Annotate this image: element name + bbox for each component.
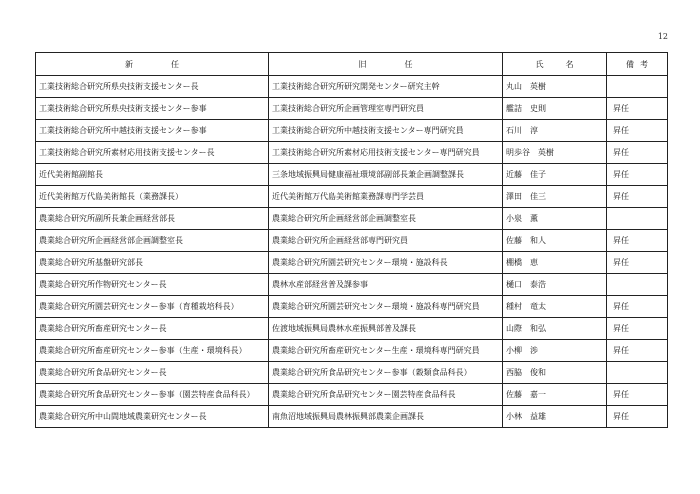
- note-cell: [607, 362, 668, 384]
- name-cell: 澤田 佳三: [503, 186, 607, 208]
- header-note: 備考: [607, 53, 668, 76]
- name-cell: 種村 竜太: [503, 296, 607, 318]
- table-row: [36, 406, 668, 428]
- new-post-cell: 農業総合研究所食品研究センター長: [36, 362, 269, 384]
- old-post-cell: 農業総合研究所園芸研究センター環境・施設科専門研究員: [269, 296, 503, 318]
- old-post-cell: 農林水産部経営普及課参事: [269, 274, 503, 296]
- new-post-cell: 農業総合研究所副所長兼企画経営部長: [36, 208, 269, 230]
- table-row: [36, 76, 668, 98]
- name-cell: 樋口 泰浩: [503, 274, 607, 296]
- note-cell: [607, 274, 668, 296]
- old-post-cell: 佐渡地域振興局農林水産振興部普及課長: [269, 318, 503, 340]
- name-cell: 棚橋 恵: [503, 252, 607, 274]
- name-cell: 艦詰 史則: [503, 98, 607, 120]
- note-cell: 昇任: [607, 120, 668, 142]
- new-post-cell: 農業総合研究所園芸研究センター参事（育種栽培科長）: [36, 296, 269, 318]
- note-cell: 昇任: [607, 318, 668, 340]
- old-post-cell: 工業技術総合研究所企画管理室専門研究員: [269, 98, 503, 120]
- new-post-cell: 農業総合研究所基盤研究部長: [36, 252, 269, 274]
- note-cell: 昇任: [607, 142, 668, 164]
- table-row: [36, 164, 668, 186]
- table-row: [36, 252, 668, 274]
- note-cell: [607, 76, 668, 98]
- table-row: [36, 318, 668, 340]
- old-post-cell: 工業技術総合研究所中越技術支援センター専門研究員: [269, 120, 503, 142]
- name-cell: 西脇 俊和: [503, 362, 607, 384]
- note-cell: 昇任: [607, 340, 668, 362]
- new-post-cell: 工業技術総合研究所県央技術支援センター長: [36, 76, 269, 98]
- name-cell: 小泉 薫: [503, 208, 607, 230]
- new-post-cell: 農業総合研究所畜産研究センター長: [36, 318, 269, 340]
- old-post-cell: 近代美術館万代島美術館業務課専門学芸員: [269, 186, 503, 208]
- note-cell: 昇任: [607, 406, 668, 428]
- note-cell: 昇任: [607, 98, 668, 120]
- new-post-cell: 農業総合研究所中山間地域農業研究センター長: [36, 406, 269, 428]
- note-cell: 昇任: [607, 164, 668, 186]
- note-cell: 昇任: [607, 252, 668, 274]
- new-post-cell: 農業総合研究所作物研究センター長: [36, 274, 269, 296]
- name-cell: 小林 益雄: [503, 406, 607, 428]
- table-row: [36, 186, 668, 208]
- header-new-post: 新任: [36, 53, 269, 76]
- new-post-cell: 工業技術総合研究所県央技術支援センター参事: [36, 98, 269, 120]
- new-post-cell: 農業総合研究所食品研究センター参事（園芸特産食品科長）: [36, 384, 269, 406]
- table-row: [36, 296, 668, 318]
- new-post-cell: 農業総合研究所畜産研究センター参事（生産・環境科長）: [36, 340, 269, 362]
- old-post-cell: 工業技術総合研究所研究開発センター研究主幹: [269, 76, 503, 98]
- new-post-cell: 工業技術総合研究所素材応用技術支援センター長: [36, 142, 269, 164]
- personnel-table: [35, 52, 668, 428]
- page-number: 12: [657, 32, 668, 41]
- note-cell: [607, 208, 668, 230]
- table-row: [36, 274, 668, 296]
- name-cell: 近藤 佳子: [503, 164, 607, 186]
- table-row: [36, 362, 668, 384]
- header-old-post: 旧任: [269, 53, 503, 76]
- name-cell: 佐藤 和人: [503, 230, 607, 252]
- table-row: [36, 384, 668, 406]
- old-post-cell: 農業総合研究所企画経営部企画調整室長: [269, 208, 503, 230]
- note-cell: 昇任: [607, 230, 668, 252]
- old-post-cell: 農業総合研究所畜産研究センター生産・環境科専門研究員: [269, 340, 503, 362]
- table-row: [36, 120, 668, 142]
- name-cell: 小柳 渉: [503, 340, 607, 362]
- note-cell: 昇任: [607, 186, 668, 208]
- header-name: 氏名: [503, 53, 607, 76]
- new-post-cell: 近代美術館万代島美術館長（業務課長）: [36, 186, 269, 208]
- name-cell: 佐藤 嘉一: [503, 384, 607, 406]
- note-cell: 昇任: [607, 296, 668, 318]
- name-cell: 石川 淳: [503, 120, 607, 142]
- table-row: [36, 230, 668, 252]
- table-row: [36, 208, 668, 230]
- new-post-cell: 近代美術館副館長: [36, 164, 269, 186]
- old-post-cell: 農業総合研究所園芸研究センター環境・施設科長: [269, 252, 503, 274]
- old-post-cell: 工業技術総合研究所素材応用技術支援センター専門研究員: [269, 142, 503, 164]
- old-post-cell: 農業総合研究所食品研究センター園芸特産食品科長: [269, 384, 503, 406]
- name-cell: 山際 和弘: [503, 318, 607, 340]
- table-row: [36, 142, 668, 164]
- note-cell: 昇任: [607, 384, 668, 406]
- table-row: [36, 340, 668, 362]
- old-post-cell: 南魚沼地域振興局農林振興部農業企画課長: [269, 406, 503, 428]
- name-cell: 明歩谷 英樹: [503, 142, 607, 164]
- old-post-cell: 三条地域振興局健康福祉環境部副部長兼企画調整課長: [269, 164, 503, 186]
- name-cell: 丸山 英樹: [503, 76, 607, 98]
- new-post-cell: 農業総合研究所企画経営部企画調整室長: [36, 230, 269, 252]
- table-row: [36, 98, 668, 120]
- old-post-cell: 農業総合研究所企画経営部専門研究員: [269, 230, 503, 252]
- header-row: [36, 53, 668, 76]
- old-post-cell: 農業総合研究所食品研究センター参事（穀類食品科長）: [269, 362, 503, 384]
- new-post-cell: 工業技術総合研究所中越技術支援センター参事: [36, 120, 269, 142]
